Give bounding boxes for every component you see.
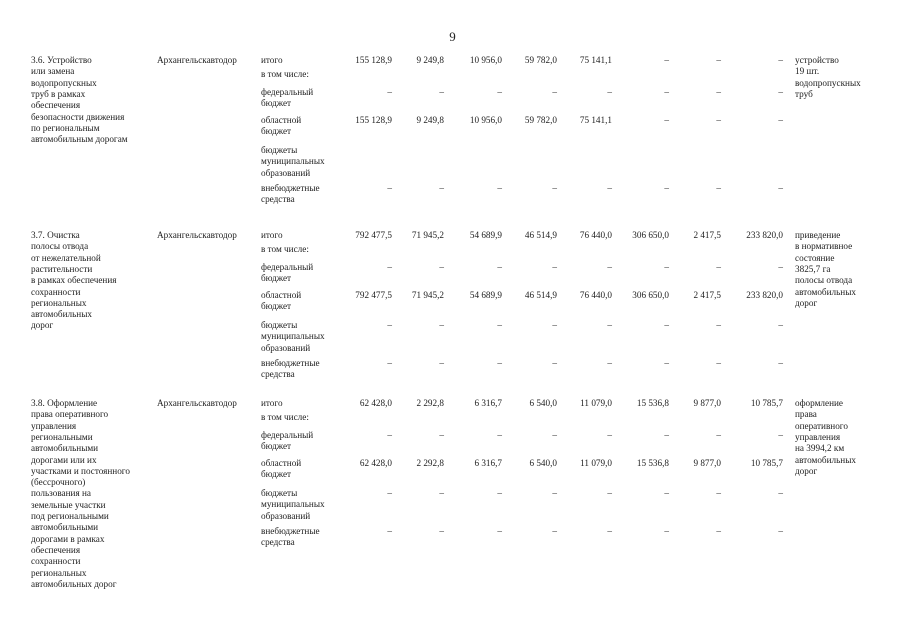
funding-value: – <box>552 488 557 498</box>
funding-source-label: бюджет <box>261 441 292 452</box>
expected-result-line: дорог <box>795 297 818 308</box>
activity-title-line: обеспечения <box>31 544 81 555</box>
funding-value: – <box>387 430 392 440</box>
expected-result-line: права <box>795 409 817 420</box>
funding-value: – <box>607 430 612 440</box>
expected-result-line: 3825,7 га <box>795 263 831 274</box>
funding-value: 11 079,0 <box>580 398 612 408</box>
funding-value: – <box>439 183 444 193</box>
funding-source-label: внебюджетные <box>261 526 320 536</box>
expected-result-line: автомобильных <box>795 286 856 297</box>
activity-title-line: сохранности <box>31 286 81 297</box>
expected-result-line: устройство <box>795 55 839 65</box>
activity-title-line: труб в рамках <box>31 88 86 99</box>
funding-value: – <box>552 87 557 97</box>
funding-value: 9 877,0 <box>693 398 721 408</box>
funding-value: – <box>607 488 612 498</box>
funding-source-label: бюджет <box>261 126 292 137</box>
funding-source-label: муниципальных <box>261 499 325 510</box>
funding-source-label: итого <box>261 230 283 240</box>
funding-value: – <box>716 488 721 498</box>
funding-value: 75 141,1 <box>579 55 612 65</box>
funding-value: 2 417,5 <box>693 290 721 300</box>
funding-source-label: областной <box>261 458 302 468</box>
funding-value: – <box>497 358 502 368</box>
funding-value: – <box>387 320 392 330</box>
activity-title-line: автомобильных <box>31 309 92 320</box>
activity-title-line: от нежелательной <box>31 252 101 263</box>
funding-value: – <box>664 87 669 97</box>
funding-value: – <box>716 430 721 440</box>
funding-value: 792 477,5 <box>355 290 392 300</box>
funding-source-label: итого <box>261 398 283 408</box>
funding-value: 792 477,5 <box>355 230 392 240</box>
expected-result-line: приведение <box>795 230 841 240</box>
funding-value: – <box>607 358 612 368</box>
funding-value: 9 249,8 <box>416 115 444 125</box>
activity-title-line: участками и постоянного <box>31 465 130 476</box>
activity-title-line: региональных <box>31 567 87 578</box>
activity-title-line: автомобильных дорог <box>31 578 117 589</box>
funding-value: – <box>778 55 783 65</box>
funding-source-label: бюджет <box>261 273 292 284</box>
activity-title-line: по региональным <box>31 122 100 133</box>
funding-value: 10 785,7 <box>750 398 783 408</box>
funding-value: – <box>497 430 502 440</box>
funding-value: – <box>607 183 612 193</box>
funding-value: 46 514,9 <box>524 290 557 300</box>
funding-value: 46 514,9 <box>524 230 557 240</box>
funding-value: 15 536,8 <box>636 458 669 468</box>
funding-value: – <box>439 320 444 330</box>
activity-title-line: дорог <box>31 320 54 331</box>
funding-source-label: федеральный <box>261 87 314 97</box>
funding-source-label: внебюджетные <box>261 358 320 368</box>
funding-value: – <box>716 87 721 97</box>
expected-result-line: автомобильных <box>795 454 856 465</box>
funding-value: – <box>387 87 392 97</box>
funding-value: 306 650,0 <box>632 230 669 240</box>
funding-source-label: бюджеты <box>261 145 298 155</box>
expected-result-line: 19 шт. <box>795 66 820 77</box>
activity-title-line: обеспечения <box>31 100 81 111</box>
executor-name: Архангельскавтодор <box>157 55 237 65</box>
activity-title-line: (бессрочного) <box>31 477 86 488</box>
expected-result-line: водопропускных <box>795 77 861 88</box>
funding-value: – <box>439 358 444 368</box>
funding-value: 71 945,2 <box>411 290 444 300</box>
page-number: 9 <box>449 29 456 44</box>
funding-source-label: в том числе: <box>261 244 309 254</box>
funding-value: 233 820,0 <box>746 230 783 240</box>
funding-source-label: бюджеты <box>261 488 298 498</box>
funding-value: – <box>387 526 392 536</box>
funding-value: – <box>664 55 669 65</box>
activity-title-line: 3.6. Устройство <box>31 55 92 65</box>
funding-value: 2 292,8 <box>416 458 444 468</box>
funding-value: – <box>664 358 669 368</box>
funding-value: 9 877,0 <box>693 458 721 468</box>
funding-source-label: муниципальных <box>261 331 325 342</box>
funding-source-label: муниципальных <box>261 156 325 167</box>
funding-value: 54 689,9 <box>469 230 502 240</box>
activity-title-line: сохранности <box>31 556 81 567</box>
funding-source-label: средства <box>261 194 295 205</box>
activity-title-line: полосы отвода <box>31 241 89 252</box>
expected-result-line: полосы отвода <box>795 275 853 286</box>
funding-value: – <box>716 320 721 330</box>
expected-result-line: оперативного <box>795 420 848 431</box>
funding-value: – <box>497 526 502 536</box>
funding-source-label: федеральный <box>261 262 314 272</box>
funding-value: – <box>664 183 669 193</box>
funding-value: 75 141,1 <box>579 115 612 125</box>
activity-title-line: водопропускных <box>31 77 97 88</box>
funding-source-label: в том числе: <box>261 69 309 79</box>
funding-value: – <box>497 87 502 97</box>
funding-value: 62 428,0 <box>359 458 392 468</box>
funding-value: – <box>664 526 669 536</box>
activity-title-line: права оперативного <box>31 409 109 420</box>
funding-value: 11 079,0 <box>580 458 612 468</box>
funding-value: 76 440,0 <box>579 290 612 300</box>
funding-value: – <box>778 320 783 330</box>
funding-source-label: средства <box>261 369 295 380</box>
funding-value: – <box>439 526 444 536</box>
funding-value: 155 128,9 <box>355 55 392 65</box>
activity-title-line: растительности <box>31 263 93 274</box>
executor-name: Архангельскавтодор <box>157 398 237 408</box>
funding-value: 2 417,5 <box>693 230 721 240</box>
expected-result-line: труб <box>795 88 813 99</box>
funding-value: – <box>716 183 721 193</box>
activity-title-line: или замена <box>31 66 75 77</box>
funding-value: – <box>497 488 502 498</box>
funding-value: – <box>607 320 612 330</box>
activity-title-line: дорогами в рамках <box>31 533 105 544</box>
funding-value: 233 820,0 <box>746 290 783 300</box>
funding-source-label: бюджеты <box>261 320 298 330</box>
funding-value: – <box>607 87 612 97</box>
funding-source-label: бюджет <box>261 469 292 480</box>
funding-source-label: бюджет <box>261 98 292 109</box>
funding-value: 6 540,0 <box>529 398 557 408</box>
activity-title-line: автомобильным дорогам <box>31 134 128 145</box>
funding-value: 2 292,8 <box>416 398 444 408</box>
funding-value: – <box>387 358 392 368</box>
funding-value: – <box>778 358 783 368</box>
funding-value: – <box>778 87 783 97</box>
funding-source-label: бюджет <box>261 301 292 312</box>
funding-value: 59 782,0 <box>524 55 557 65</box>
funding-value: – <box>387 488 392 498</box>
funding-value: 155 128,9 <box>355 115 392 125</box>
funding-value: 6 540,0 <box>529 458 557 468</box>
funding-value: – <box>778 262 783 272</box>
funding-source-label: образований <box>261 510 311 521</box>
funding-source-label: федеральный <box>261 430 314 440</box>
activity-title-line: земельные участки <box>31 499 106 510</box>
funding-source-label: образований <box>261 342 311 353</box>
funding-value: – <box>497 262 502 272</box>
funding-value: 62 428,0 <box>359 398 392 408</box>
activity-title-line: 3.8. Оформление <box>31 398 98 408</box>
activity-title-line: автомобильными <box>31 522 99 533</box>
activity-title-line: в рамках обеспечения <box>31 275 117 286</box>
activity-title-line: 3.7. Очистка <box>31 230 80 240</box>
funding-value: 15 536,8 <box>636 398 669 408</box>
funding-value: – <box>439 430 444 440</box>
expected-result-line: управления <box>795 431 841 442</box>
funding-value: – <box>716 526 721 536</box>
funding-value: 9 249,8 <box>416 55 444 65</box>
funding-value: – <box>664 320 669 330</box>
activity-title-line: пользования на <box>31 488 91 499</box>
funding-value: – <box>664 115 669 125</box>
executor-name: Архангельскавтодор <box>157 230 237 240</box>
funding-source-label: средства <box>261 537 295 548</box>
funding-value: – <box>778 430 783 440</box>
funding-value: 59 782,0 <box>524 115 557 125</box>
activity-title-line: безопасности движения <box>31 111 125 122</box>
funding-value: – <box>497 183 502 193</box>
funding-value: 6 316,7 <box>474 398 502 408</box>
activity-title-line: под региональными <box>31 511 109 521</box>
expected-result-line: оформление <box>795 398 843 408</box>
funding-value: 306 650,0 <box>632 290 669 300</box>
activity-title-line: региональными <box>31 431 93 442</box>
funding-value: – <box>664 488 669 498</box>
funding-value: – <box>552 320 557 330</box>
funding-source-label: внебюджетные <box>261 183 320 193</box>
funding-value: – <box>552 262 557 272</box>
funding-value: – <box>716 55 721 65</box>
funding-value: – <box>439 262 444 272</box>
funding-value: 54 689,9 <box>469 290 502 300</box>
funding-source-label: в том числе: <box>261 412 309 422</box>
funding-source-label: образований <box>261 167 311 178</box>
funding-value: – <box>778 183 783 193</box>
funding-value: – <box>439 87 444 97</box>
funding-value: – <box>716 115 721 125</box>
expected-result-line: состояние <box>795 252 835 263</box>
activity-title-line: автомобильными <box>31 443 99 454</box>
expected-result-line: в нормативное <box>795 241 853 252</box>
funding-value: – <box>664 430 669 440</box>
funding-value: – <box>387 262 392 272</box>
expected-result-line: дорог <box>795 465 818 476</box>
activity-title-line: региональных <box>31 297 87 308</box>
expected-result-line: на 3994,2 км <box>795 443 845 454</box>
funding-value: – <box>778 115 783 125</box>
funding-value: – <box>664 262 669 272</box>
funding-value: – <box>552 526 557 536</box>
funding-value: – <box>497 320 502 330</box>
funding-value: 10 785,7 <box>750 458 783 468</box>
funding-value: – <box>552 183 557 193</box>
funding-value: 10 956,0 <box>469 55 502 65</box>
funding-value: – <box>778 488 783 498</box>
funding-source-label: итого <box>261 55 283 65</box>
funding-value: – <box>778 526 783 536</box>
funding-value: – <box>552 358 557 368</box>
funding-value: 10 956,0 <box>469 115 502 125</box>
funding-value: 6 316,7 <box>474 458 502 468</box>
funding-value: – <box>716 262 721 272</box>
funding-source-label: областной <box>261 290 302 300</box>
funding-value: – <box>439 488 444 498</box>
activity-title-line: дорогами или их <box>31 454 97 465</box>
funding-value: – <box>607 526 612 536</box>
funding-value: – <box>607 262 612 272</box>
funding-value: 71 945,2 <box>411 230 444 240</box>
funding-value: 76 440,0 <box>579 230 612 240</box>
funding-source-label: областной <box>261 115 302 125</box>
funding-value: – <box>387 183 392 193</box>
activity-title-line: управления <box>31 420 77 431</box>
funding-value: – <box>552 430 557 440</box>
funding-value: – <box>716 358 721 368</box>
